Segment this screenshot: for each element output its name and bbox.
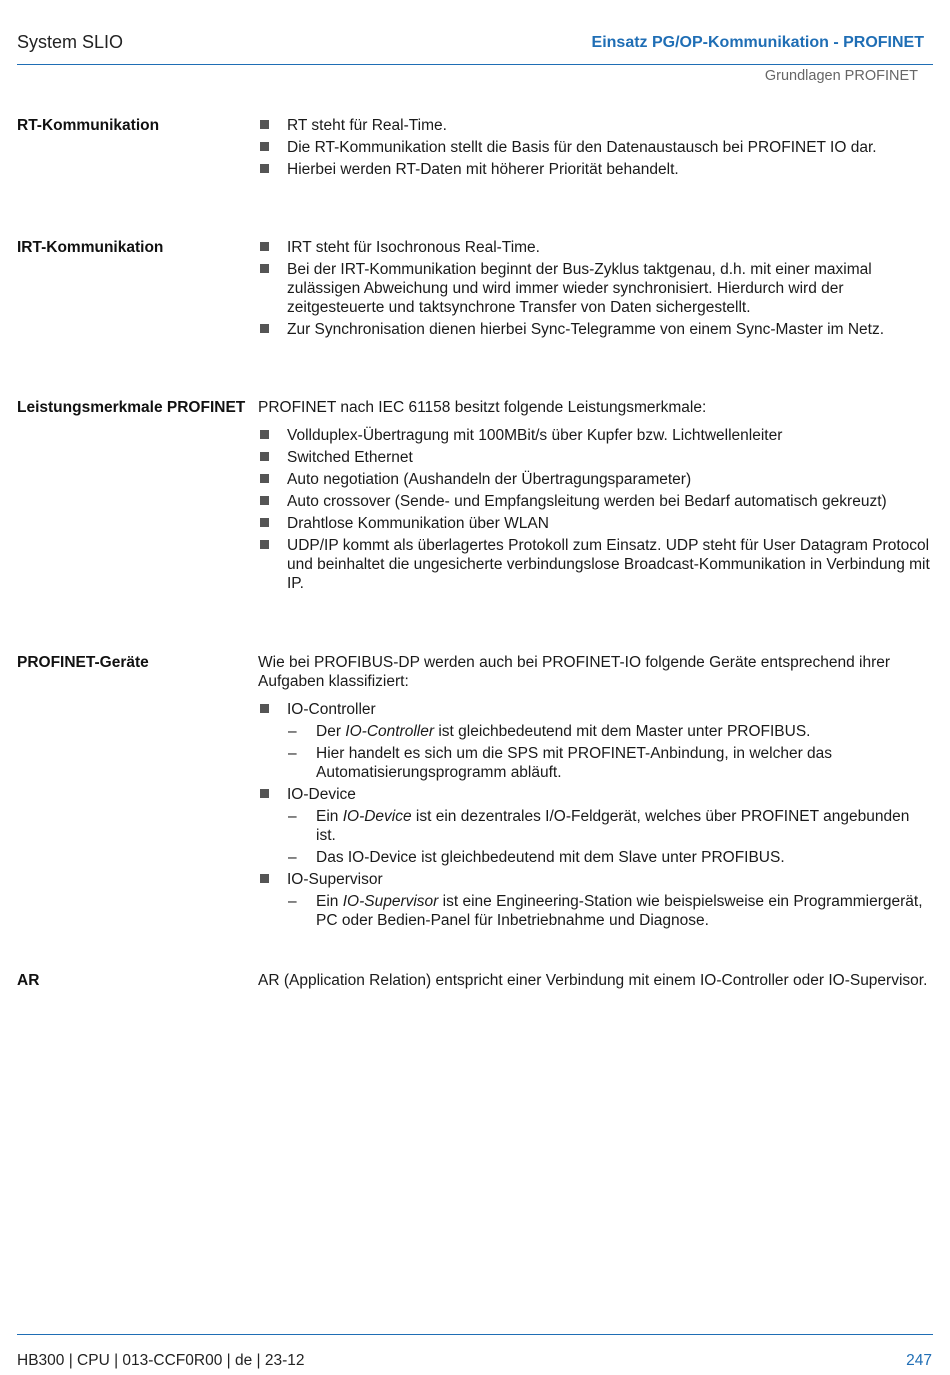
section-content bbox=[258, 653, 933, 933]
bullet-list bbox=[258, 238, 933, 339]
section-label: PROFINET-Geräte bbox=[17, 654, 149, 671]
sub-list-item: – Das IO-Device ist gleichbedeutend mit dem Slave unter PROFIBUS. bbox=[287, 848, 933, 867]
list-item: RT steht für Real-Time. bbox=[258, 116, 933, 135]
list-item-io-supervisor bbox=[258, 870, 933, 930]
section-intro: Wie bei PROFIBUS-DP werden auch bei PROFINET-IO folgende Geräte entsprechend ihrer Aufgaben klassifiziert: bbox=[258, 654, 891, 690]
bullet-list bbox=[258, 426, 933, 593]
manual-title: System SLIO bbox=[17, 32, 124, 52]
list-item: IRT steht für Isochronous Real-Time. bbox=[258, 238, 933, 257]
list-item-io-controller bbox=[258, 700, 933, 782]
bullet-list bbox=[258, 700, 933, 930]
section-label: Leistungsmerkmale PROFINET bbox=[17, 399, 246, 416]
list-item: UDP/IP kommt als überlagertes Protokoll zum Einsatz. UDP steht für User Datagram Protocol und beinhaltet die ungesicherte verbindungslose Broadcast-Kommunikation in Verbindung mit IP. bbox=[258, 536, 933, 593]
section-text: AR (Application Relation) entspricht einer Verbindung mit einem IO-Controller oder IO-Supervisor. bbox=[258, 972, 928, 989]
sub-list-item: – Hier handelt es sich um die SPS mit PROFINET-Anbindung, in welcher das Automatisierungsprogramm abläuft. bbox=[287, 744, 933, 782]
header-divider bbox=[17, 64, 933, 65]
section-title: Grundlagen PROFINET bbox=[764, 68, 918, 84]
section-label: AR bbox=[17, 972, 40, 989]
bullet-list bbox=[258, 116, 933, 179]
list-item: Switched Ethernet bbox=[258, 448, 933, 467]
sub-list-item: – Der IO-Controller ist gleichbedeutend mit dem Master unter PROFIBUS. bbox=[287, 722, 933, 741]
sub-list-item: – Ein IO-Device ist ein dezentrales I/O-Feldgerät, welches über PROFINET angebunden ist. bbox=[287, 807, 933, 845]
sub-list bbox=[287, 807, 933, 867]
section-intro: PROFINET nach IEC 61158 besitzt folgende Leistungsmerkmale: bbox=[258, 399, 707, 416]
sub-list bbox=[287, 892, 933, 930]
section-content bbox=[258, 116, 933, 182]
section-content bbox=[258, 398, 933, 596]
section-content bbox=[258, 971, 933, 999]
device-title: IO-Device bbox=[287, 786, 356, 803]
list-item: Auto negotiation (Aushandeln der Übertragungsparameter) bbox=[258, 470, 933, 489]
sub-list-item: – Ein IO-Supervisor ist eine Engineering-Station wie beispielsweise ein Programmiergerät, PC oder Bedien-Panel für Inbetriebnahme und Diagnose. bbox=[287, 892, 933, 930]
footer-divider bbox=[17, 1334, 933, 1335]
device-title: IO-Supervisor bbox=[287, 871, 383, 888]
device-title: IO-Controller bbox=[287, 701, 376, 718]
list-item: Die RT-Kommunikation stellt die Basis für den Datenaustausch bei PROFINET IO dar. bbox=[258, 138, 933, 157]
list-item: Zur Synchronisation dienen hierbei Sync-Telegramme von einem Sync-Master im Netz. bbox=[258, 320, 933, 339]
list-item: Drahtlose Kommunikation über WLAN bbox=[258, 514, 933, 533]
list-item-io-device bbox=[258, 785, 933, 867]
document-id: HB300 | CPU | 013-CCF0R00 | de | 23-12 bbox=[17, 1352, 305, 1369]
section-label: IRT-Kommunikation bbox=[17, 239, 164, 256]
section-content bbox=[258, 238, 933, 342]
sub-list bbox=[287, 722, 933, 782]
list-item: Bei der IRT-Kommunikation beginnt der Bus-Zyklus taktgenau, d.h. mit einer maximal zulässigen Abweichung und wird immer wieder synchronisiert. Hierdurch wird der zeitgesteuerte und taktsynchrone Transfer von Daten sichergestellt. bbox=[258, 260, 933, 317]
chapter-title: Einsatz PG/OP-Kommunikation - PROFINET bbox=[591, 34, 924, 51]
list-item: Auto crossover (Sende- und Empfangsleitung werden bei Bedarf automatisch gekreuzt) bbox=[258, 492, 933, 511]
section-label: RT-Kommunikation bbox=[17, 117, 160, 134]
page-number: 247 bbox=[906, 1352, 932, 1369]
list-item: Hierbei werden RT-Daten mit höherer Priorität behandelt. bbox=[258, 160, 933, 179]
list-item: Vollduplex-Übertragung mit 100MBit/s über Kupfer bzw. Lichtwellenleiter bbox=[258, 426, 933, 445]
